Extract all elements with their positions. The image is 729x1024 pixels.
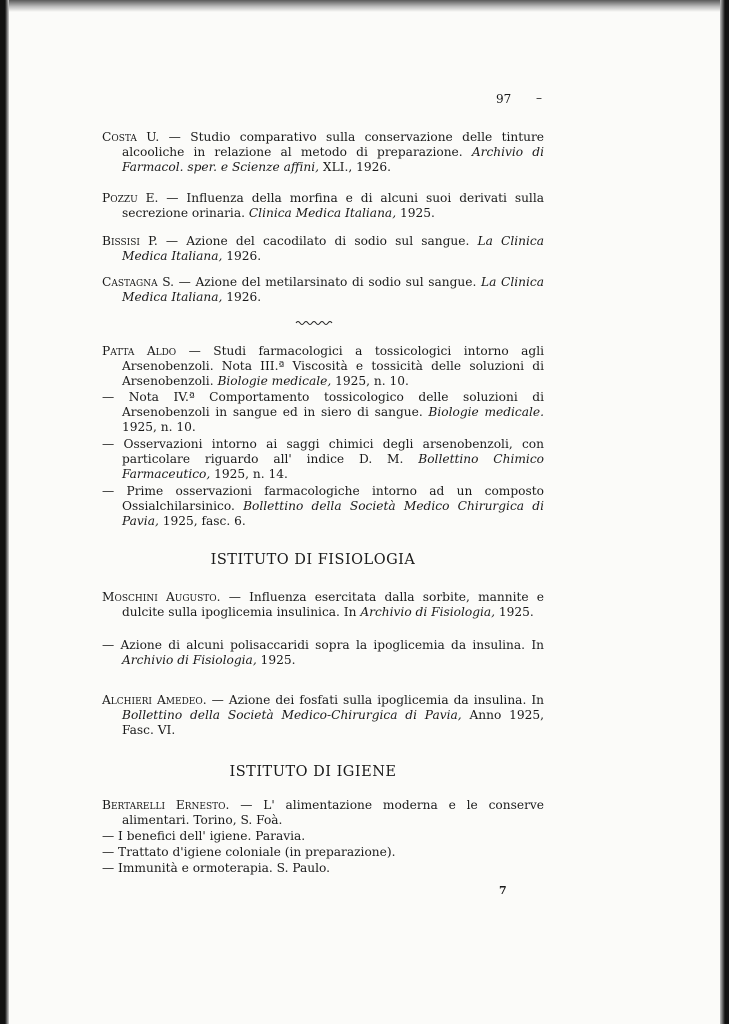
entry-tail: 1925, n. 10. xyxy=(331,374,409,389)
scan-edge-left xyxy=(0,0,9,1024)
wavy-separator xyxy=(295,320,333,326)
entry-text: — Prime osservazioni farmacologiche intorno ad un composto Ossialchilarsinico. xyxy=(102,484,544,514)
entry-journal: La Clinica Medica Italiana, xyxy=(122,234,544,264)
entry-text: — L' alimentazione moderna e le conserve alimentari. Torino, S. Foà. xyxy=(122,798,545,828)
scan-edge-top xyxy=(0,0,729,12)
bibliography-entry: — Immunità e ormoterapia. S. Paulo. xyxy=(102,861,331,875)
entry-tail: 1925. xyxy=(396,206,435,221)
bibliography-entry xyxy=(102,130,544,176)
entry-text: — Azione di alcuni polisaccaridi sopra la ipoglicemia da insulina. In xyxy=(102,638,544,652)
entry-tail: 1926. xyxy=(222,249,262,264)
page-number: 97 xyxy=(496,92,512,106)
signature-number: 7 xyxy=(499,884,507,897)
entry-journal: Archivio di Fisiologia, xyxy=(360,605,496,620)
entry-journal: Archivio di Farmacol. sper. e Scienze affini, xyxy=(122,145,545,175)
entry-author: Bertarelli Ernesto. xyxy=(102,798,230,812)
entry-text: — Azione dei fosfati sulla ipoglicemia da insulina. In xyxy=(206,693,545,707)
entry-tail: 1925, fasc. 6. xyxy=(158,514,246,529)
entry-journal: Biologie medicale, xyxy=(217,374,332,389)
scan-edge-right xyxy=(720,0,729,1024)
entry-text: — Osservazioni intorno ai saggi chimici degli arsenobenzoli, con particolare riguardo all' indice D. M. xyxy=(102,437,544,467)
entry-author: Costa U. xyxy=(102,130,160,144)
bibliography-entry xyxy=(102,693,544,739)
entry-text: — Influenza della morfina e di alcuni suoi derivati sulla secrezione orinaria. xyxy=(122,191,544,221)
entry-journal: Clinica Medica Italiana, xyxy=(248,206,397,221)
bibliography-entry xyxy=(102,484,544,530)
bibliography-entry xyxy=(102,590,544,620)
entry-text: — Azione del metilarsinato di sodio sul sangue. xyxy=(174,275,482,289)
entry-journal: Bollettino della Società Medico Chirurgica di Pavia, xyxy=(122,499,544,529)
entry-author: Bissisi P. xyxy=(102,234,158,248)
entry-author: Castagna S. xyxy=(102,275,175,289)
entry-journal: Biologie medicale. xyxy=(428,405,544,420)
page-mark: – xyxy=(536,91,542,105)
entry-text: — Nota IV.ª Comportamento tossicologico delle soluzioni di Arsenobenzoli in sangue ed in siero di sangue. xyxy=(102,390,544,420)
bibliography-entry xyxy=(102,437,544,483)
section-heading-fisiologia: ISTITUTO DI FISIOLOGIA xyxy=(210,552,416,568)
entry-tail: 1926. xyxy=(222,290,262,305)
entry-author: Patta Aldo xyxy=(102,344,177,358)
bibliography-entry xyxy=(102,344,544,390)
bibliography-entry: — Trattato d'igiene coloniale (in preparazione). xyxy=(102,845,396,859)
bibliography-entry xyxy=(102,234,544,264)
bibliography-entry: — I benefici dell' igiene. Paravia. xyxy=(102,829,306,843)
entry-journal: Bollettino della Società Medico-Chirurgica di Pavia, xyxy=(122,708,462,723)
bibliography-entry xyxy=(102,275,544,305)
entry-author: Moschini Augusto. xyxy=(102,590,221,604)
entry-journal: La Clinica Medica Italiana, xyxy=(122,275,544,305)
entry-text: — Studi farmacologici a tossicologici intorno agli Arsenobenzoli. Nota III.ª Viscosità e tossicità delle soluzioni di Arsenobenzoli. xyxy=(122,344,544,389)
entry-tail: 1925, n. 14. xyxy=(210,467,288,482)
entry-author: Alchieri Amedeo. xyxy=(102,693,207,707)
entry-tail: 1925, n. 10. xyxy=(122,420,196,435)
bibliography-entry xyxy=(102,638,544,668)
entry-text: — Azione del cacodilato di sodio sul sangue. xyxy=(157,234,478,248)
entry-journal: Archivio di Fisiologia, xyxy=(122,653,257,668)
entry-text: — Influenza esercitata dalla sorbite, mannite e dulcite sulla ipoglicemia insulinica. In xyxy=(122,590,544,620)
entry-tail: 1925. xyxy=(495,605,534,620)
entry-author: Pozzu E. xyxy=(102,191,159,205)
entry-text: — Studio comparativo sulla conservazione delle tinture alcooliche in relazione al metodo di preparazione. xyxy=(122,130,544,160)
entry-tail: Anno 1925, Fasc. VI. xyxy=(122,708,544,738)
entry-tail: XLI., 1926. xyxy=(319,160,391,175)
bibliography-entry xyxy=(102,390,544,436)
bibliography-entry xyxy=(102,798,544,828)
section-heading-igiene: ISTITUTO DI IGIENE xyxy=(229,764,397,780)
entry-journal: Bollettino Chimico Farmaceutico, xyxy=(122,452,544,482)
entry-tail: 1925. xyxy=(256,653,296,668)
bibliography-entry xyxy=(102,191,544,221)
